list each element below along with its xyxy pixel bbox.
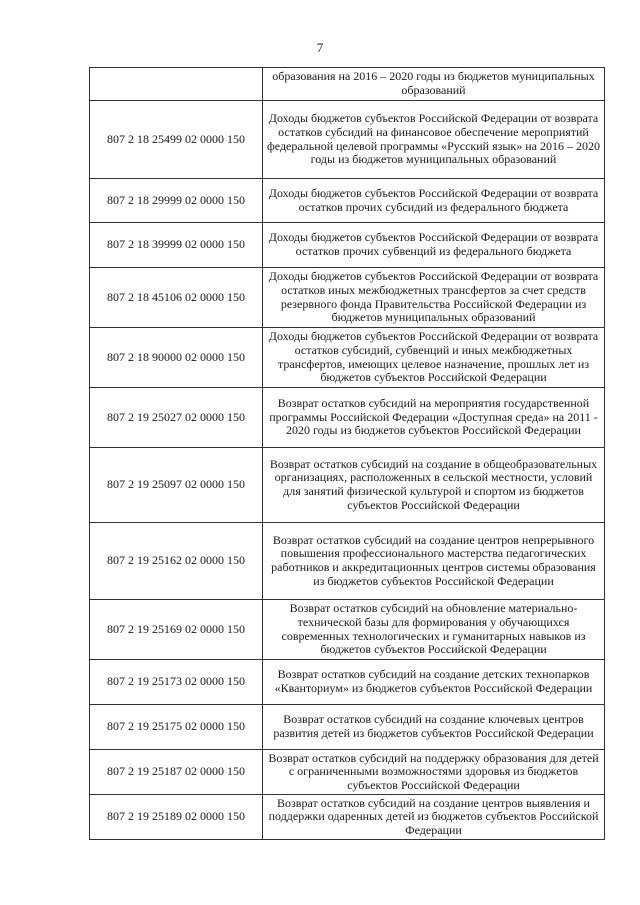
description-cell: Доходы бюджетов субъектов Российской Федерации от возврата остатков субсидий, субвенций и иных межбюджетных трансфертов, имеющих целевое назначение, прошлых лет из бюджетов субъектов Российской Федерации <box>263 328 605 388</box>
code-cell <box>90 68 263 101</box>
description-cell: Возврат остатков субсидий на создание центров выявления и поддержки одаренных детей из бюджетов субъектов Российской Федерации <box>263 795 605 840</box>
description-cell: Доходы бюджетов субъектов Российской Федерации от возврата остатков прочих субвенций из федерального бюджета <box>263 223 605 268</box>
code-cell: 807 2 18 39999 02 0000 150 <box>90 223 263 268</box>
description-cell: Возврат остатков субсидий на создание детских технопарков «Кванториум» из бюджетов субъектов Российской Федерации <box>263 660 605 705</box>
code-cell: 807 2 19 25189 02 0000 150 <box>90 795 263 840</box>
code-cell: 807 2 19 25097 02 0000 150 <box>90 448 263 523</box>
description-cell: Доходы бюджетов субъектов Российской Федерации от возврата остатков иных межбюджетных трансфертов за счет средств резервного фонда Правительства Российской Федерации из бюджетов муниципальных образований <box>263 268 605 328</box>
code-cell: 807 2 18 45106 02 0000 150 <box>90 268 263 328</box>
table-row <box>90 750 605 795</box>
table-row <box>90 68 605 101</box>
description-cell: Возврат остатков субсидий на мероприятия государственной программы Российской Федерации «Доступная среда» на 2011 - 2020 годы из бюджетов субъектов Российской Федерации <box>263 388 605 448</box>
description-cell: Возврат остатков субсидий на создание в общеобразовательных организациях, расположенных в сельской местности, условий для занятий физической культурой и спортом из бюджетов субъектов Российской Федерации <box>263 448 605 523</box>
table-row <box>90 268 605 328</box>
description-cell: образования на 2016 – 2020 годы из бюджетов муниципальных образований <box>263 68 605 101</box>
table-row <box>90 523 605 600</box>
table-row <box>90 448 605 523</box>
table-row <box>90 388 605 448</box>
code-cell: 807 2 18 25499 02 0000 150 <box>90 101 263 179</box>
code-cell: 807 2 19 25169 02 0000 150 <box>90 600 263 660</box>
table-row <box>90 223 605 268</box>
code-cell: 807 2 19 25175 02 0000 150 <box>90 705 263 750</box>
page-number: 7 <box>316 40 324 55</box>
description-cell: Возврат остатков субсидий на создание центров непрерывного повышения профессионального мастерства педагогических работников и аккредитационных центров системы образования из бюджетов субъектов Российской Федерации <box>263 523 605 600</box>
description-cell: Возврат остатков субсидий на обновление материально-технической базы для формирования у обучающихся современных технологических и гуманитарных навыков из бюджетов субъектов Российской Федерации <box>263 600 605 660</box>
table-row <box>90 660 605 705</box>
code-cell: 807 2 19 25162 02 0000 150 <box>90 523 263 600</box>
table-row <box>90 795 605 840</box>
code-cell: 807 2 18 90000 02 0000 150 <box>90 328 263 388</box>
description-cell: Доходы бюджетов субъектов Российской Федерации от возврата остатков прочих субсидий из федерального бюджета <box>263 179 605 223</box>
code-cell: 807 2 18 29999 02 0000 150 <box>90 179 263 223</box>
table-row <box>90 179 605 223</box>
description-cell: Возврат остатков субсидий на создание ключевых центров развития детей из бюджетов субъектов Российской Федерации <box>263 705 605 750</box>
budget-codes-table <box>89 67 605 840</box>
code-cell: 807 2 19 25187 02 0000 150 <box>90 750 263 795</box>
description-cell: Возврат остатков субсидий на поддержку образования для детей с ограниченными возможностями здоровья из бюджетов субъектов Российской Федерации <box>263 750 605 795</box>
code-cell: 807 2 19 25173 02 0000 150 <box>90 660 263 705</box>
table-row <box>90 705 605 750</box>
code-cell: 807 2 19 25027 02 0000 150 <box>90 388 263 448</box>
table-row <box>90 600 605 660</box>
table-row <box>90 328 605 388</box>
table-row <box>90 101 605 179</box>
description-cell: Доходы бюджетов субъектов Российской Федерации от возврата остатков субсидий на финансовое обеспечение мероприятий федеральной целевой программы «Русский язык» на 2016 – 2020 годы из бюджетов муниципальных образований <box>263 101 605 179</box>
